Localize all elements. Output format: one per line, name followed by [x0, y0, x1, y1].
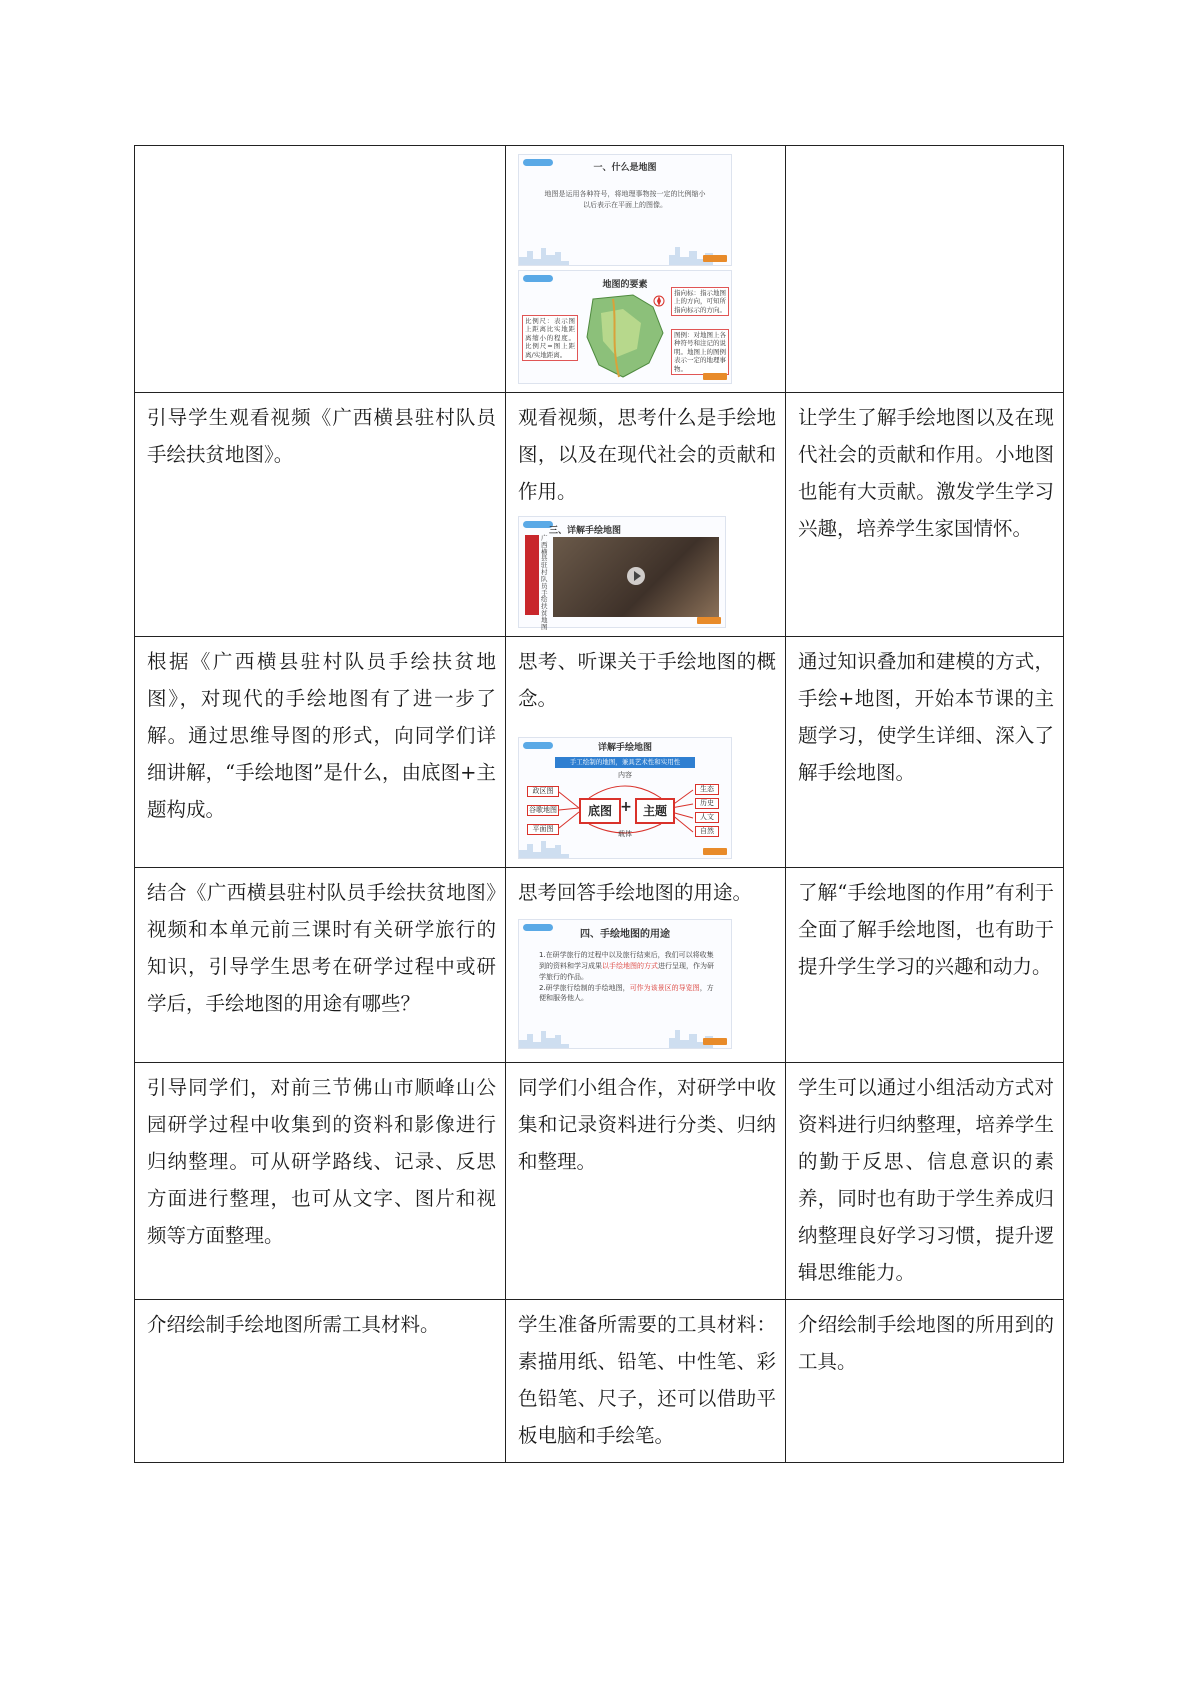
slide-title: 详解手绘地图 [597, 743, 652, 753]
table-row [135, 868, 1064, 1063]
uses-p2-end: ，方便和服务他人。 [539, 983, 714, 1003]
table-row [135, 637, 1064, 868]
left-item: 平面图 [527, 824, 559, 835]
uses-p1-highlight: 以手绘地图的方式 [602, 961, 658, 970]
left-item: 政区图 [527, 786, 559, 797]
design-purpose-cell [786, 146, 1064, 393]
teacher-activity-cell: 引导学生观看视频《广西横县驻村队员手绘扶贫地图》。 [135, 393, 506, 637]
student-activity-cell: 同学们小组合作，对研学中收集和记录资料进行分类、归纳和整理。 [506, 1063, 786, 1300]
right-item: 人文 [695, 812, 719, 823]
map-illustration [583, 293, 667, 379]
content-label: 内容 [618, 771, 632, 779]
slide-title: 四、手绘地图的用途 [580, 929, 670, 940]
student-activity-cell [506, 393, 786, 637]
carrier-label: 载体 [618, 830, 632, 838]
video-side-text: 广西横县驻村队员手绘扶贫地图 [541, 534, 548, 631]
slide-title: 三、详解手绘地图 [549, 526, 622, 536]
legend-note: 图例：对地图上各种符号和注记的说明。地图上的图例表示一定的地理事物。 [671, 329, 729, 375]
uses-p2-highlight: 可作为该景区的导览图 [629, 983, 700, 992]
left-item: 谷歌地图 [527, 805, 559, 816]
teacher-activity-cell [135, 146, 506, 393]
student-activity-cell [506, 868, 786, 1063]
play-icon[interactable] [627, 567, 645, 585]
uses-p1-end: 进行呈现，作为研学旅行的作品。 [539, 961, 714, 981]
table-row [135, 1063, 1064, 1300]
uses-p1: 1.在研学旅行的过程中以及旅行结束后，我们可以将收集到的资料和学习成果 [539, 951, 714, 970]
right-item: 生态 [695, 784, 719, 795]
teacher-activity-cell: 引导同学们，对前三节佛山市顺峰山公园研学过程中收集到的资料和影像进行归纳整理。可从研学路线、记录、反思方面进行整理，也可从文字、图片和视频等方面整理。 [135, 1063, 506, 1300]
lesson-table [134, 145, 1064, 1463]
brand-icon [703, 1038, 727, 1045]
slide-banner: 手工绘制的地图，兼具艺术性和实用性 [555, 757, 695, 768]
student-activity-cell [506, 637, 786, 868]
brand-icon [703, 373, 727, 380]
uses-p2: 2.研学旅行绘制的手绘地图， [539, 983, 630, 992]
student-activity-text: 思考、听课关于手绘地图的概念。 [518, 650, 776, 710]
slide-mindmap [518, 737, 732, 859]
table-row [135, 393, 1064, 637]
direction-note: 指向标：指示地图上的方向，可知所指向标示的方向。 [671, 287, 729, 316]
slide-title: 地图的要素 [602, 280, 648, 290]
slide-what-is-map [518, 154, 732, 266]
plus-sign: + [620, 799, 632, 815]
slide-uses [518, 919, 732, 1049]
design-purpose-cell: 介绍绘制手绘地图的所用到的工具。 [786, 1300, 1064, 1463]
student-activity-text: 观看视频，思考什么是手绘地图，以及在现代社会的贡献和作用。 [518, 406, 776, 503]
brand-icon [703, 848, 727, 855]
table-row [135, 146, 1064, 393]
student-activity-cell: 学生准备所需要的工具材料：素描用纸、铅笔、中性笔、彩色铅笔、尺子，还可以借助平板电脑和手绘笔。 [506, 1300, 786, 1463]
scale-note: 比例尺：表示图上距离比实地距离缩小的程度。比例尺=图上距离/实地距离。 [522, 315, 578, 361]
brand-icon [703, 255, 727, 262]
uses-paragraphs [539, 950, 715, 1004]
slide-body: 地图是运用各种符号，将地理事物按一定的比例缩小以后表示在平面上的图像。 [544, 190, 706, 209]
right-item: 自然 [695, 826, 719, 837]
video-side-banner [525, 535, 539, 615]
student-activity-text: 思考回答手绘地图的用途。 [518, 881, 753, 904]
theme-box: 主题 [635, 798, 675, 824]
design-purpose-cell: 学生可以通过小组活动方式对资料进行归纳整理，培养学生的勤于反思、信息意识的素养，同时也有助于学生养成归纳整理良好学习习惯，提升逻辑思维能力。 [786, 1063, 1064, 1300]
teacher-activity-cell: 结合《广西横县驻村队员手绘扶贫地图》视频和本单元前三课时有关研学旅行的知识，引导学生思考在研学过程中或研学后，手绘地图的用途有哪些？ [135, 868, 506, 1063]
design-purpose-cell: 通过知识叠加和建模的方式，手绘+地图，开始本节课的主题学习，使学生详细、深入了解手绘地图。 [786, 637, 1064, 868]
teacher-activity-cell: 介绍绘制手绘地图所需工具材料。 [135, 1300, 506, 1463]
slide-map-elements [518, 270, 732, 384]
right-item: 历史 [695, 798, 719, 809]
table-row [135, 1300, 1064, 1463]
design-purpose-cell: 让学生了解手绘地图以及在现代社会的贡献和作用。小地图也能有大贡献。激发学生学习兴趣，培养学生家国情怀。 [786, 393, 1064, 637]
brand-icon [697, 617, 721, 624]
base-map-box: 底图 [579, 798, 621, 824]
slide-title: 一、什么是地图 [593, 163, 657, 173]
slide-video [518, 516, 726, 631]
city-skyline-icon [519, 836, 731, 858]
teacher-activity-cell: 根据《广西横县驻村队员手绘扶贫地图》，对现代的手绘地图有了进一步了解。通过思维导图的形式，向同学们详细讲解，“手绘地图”是什么，由底图+主题构成。 [135, 637, 506, 868]
student-activity-cell [506, 146, 786, 393]
city-skyline-icon [519, 243, 731, 265]
design-purpose-cell: 了解“手绘地图的作用”有利于全面了解手绘地图，也有助于提升学生学习的兴趣和动力。 [786, 868, 1064, 1063]
city-skyline-icon [519, 1026, 731, 1048]
